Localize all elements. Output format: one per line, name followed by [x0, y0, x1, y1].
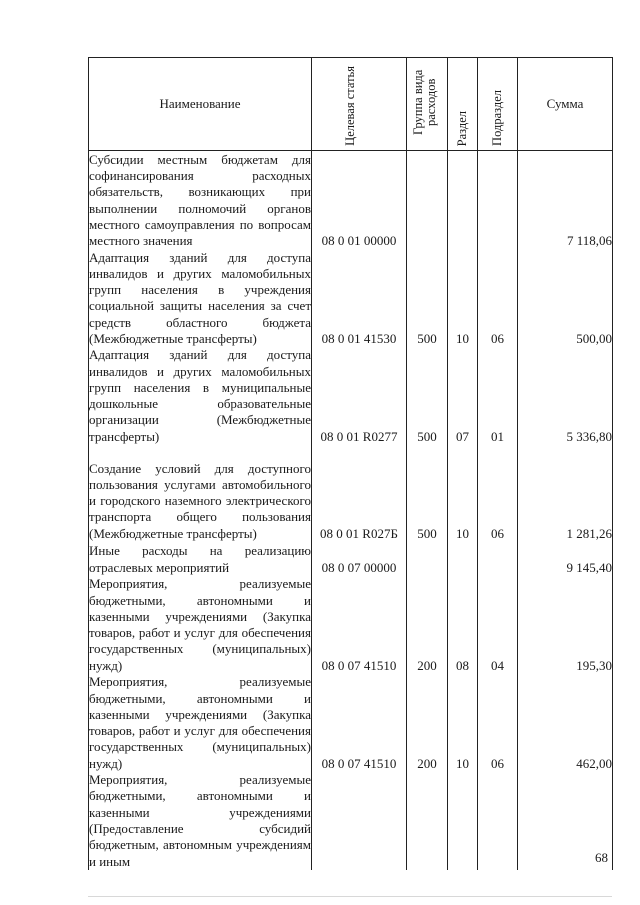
- row-name: Мероприятия, реализуемые бюджетными, автономными и казенными учреждениями (Закупка товаров, работ и услуг для обеспечения государственных (муниципальных) нужд): [89, 674, 311, 771]
- header-subsection: Подраздел: [478, 58, 518, 151]
- table-row: [89, 250, 613, 348]
- row-subsection: 06: [478, 445, 518, 542]
- table-row: [89, 772, 613, 870]
- row-section: [448, 151, 478, 250]
- page-number: 68: [595, 850, 608, 865]
- table-row: [89, 576, 613, 674]
- row-name: Субсидии местным бюджетам для софинансирования расходных обязательств, возникающих при выполнении полномочий органов местного самоуправления по вопросам местного значения: [89, 151, 311, 249]
- table-row: [89, 445, 613, 542]
- row-group: 200: [407, 674, 448, 772]
- row-name: Создание условий для доступного пользования услугами автомобильного и городского наземного электрического транспорта общего пользования (Межбюджетные трансферты): [89, 445, 312, 542]
- page-bottom-line: [88, 896, 612, 897]
- row-name: Адаптация зданий для доступа инвалидов и других маломобильных групп населения в муниципальные дошкольные образовательные организации (Межбюджетные трансферты): [89, 347, 311, 444]
- row-name: Иные расходы на реализацию отраслевых мероприятий: [89, 543, 311, 575]
- row-subsection: 04: [478, 576, 518, 674]
- row-section: 10: [448, 445, 478, 542]
- row-section: [448, 772, 478, 870]
- table-row: [89, 674, 613, 772]
- row-sum: 195,30: [518, 576, 613, 674]
- row-group: [407, 151, 448, 250]
- row-subsection: 06: [478, 250, 518, 348]
- row-section: [448, 542, 478, 576]
- row-name: Мероприятия, реализуемые бюджетными, автономными и казенными учреждениями (Предоставление субсидий бюджетным, автономным учреждениям и иным: [89, 772, 311, 869]
- row-section: 08: [448, 576, 478, 674]
- header-section: Раздел: [448, 58, 478, 151]
- row-sum: 5 336,80: [518, 347, 613, 445]
- row-sum: 7 118,06: [518, 151, 613, 250]
- row-name: Адаптация зданий для доступа инвалидов и других маломобильных групп населения в учреждения социальной защиты населения за счет средств областного бюджета (Межбюджетные трансферты): [89, 249, 311, 346]
- row-code: 08 0 01 41530: [312, 250, 407, 348]
- row-name: Мероприятия, реализуемые бюджетными, автономными и казенными учреждениями (Закупка товаров, работ и услуг для обеспечения государственных (муниципальных) нужд): [89, 576, 311, 673]
- table-row: [89, 347, 613, 445]
- header-sum: Сумма: [518, 58, 613, 151]
- row-group: 500: [407, 250, 448, 348]
- row-section: 10: [448, 250, 478, 348]
- row-code: 08 0 01 R0277: [312, 347, 407, 445]
- budget-table: [88, 57, 613, 870]
- row-subsection: [478, 151, 518, 250]
- row-sum: 462,00: [518, 674, 613, 772]
- header-expense-group: Группа вида расходов: [407, 58, 448, 151]
- table-row: [89, 151, 613, 250]
- row-subsection: 01: [478, 347, 518, 445]
- table-row: [89, 542, 613, 576]
- row-sum: 1 281,26: [518, 445, 613, 542]
- row-code: 08 0 01 00000: [312, 151, 407, 250]
- row-code: 08 0 01 R027Б: [312, 445, 407, 542]
- row-subsection: [478, 542, 518, 576]
- row-section: 07: [448, 347, 478, 445]
- table-header: [89, 58, 613, 151]
- header-name: Наименование: [89, 58, 312, 151]
- row-code: 08 0 07 00000: [312, 542, 407, 576]
- row-code: 08 0 07 41510: [312, 576, 407, 674]
- row-group: 200: [407, 576, 448, 674]
- row-section: 10: [448, 674, 478, 772]
- row-subsection: 06: [478, 674, 518, 772]
- row-subsection: [478, 772, 518, 870]
- header-target-article: Целевая статья: [312, 58, 407, 151]
- row-group: 500: [407, 347, 448, 445]
- row-code: 08 0 07 41510: [312, 674, 407, 772]
- row-sum: 500,00: [518, 250, 613, 348]
- row-sum: 9 145,40: [518, 542, 613, 576]
- row-group: [407, 772, 448, 870]
- row-code: [312, 772, 407, 870]
- row-group: 500: [407, 445, 448, 542]
- row-group: [407, 542, 448, 576]
